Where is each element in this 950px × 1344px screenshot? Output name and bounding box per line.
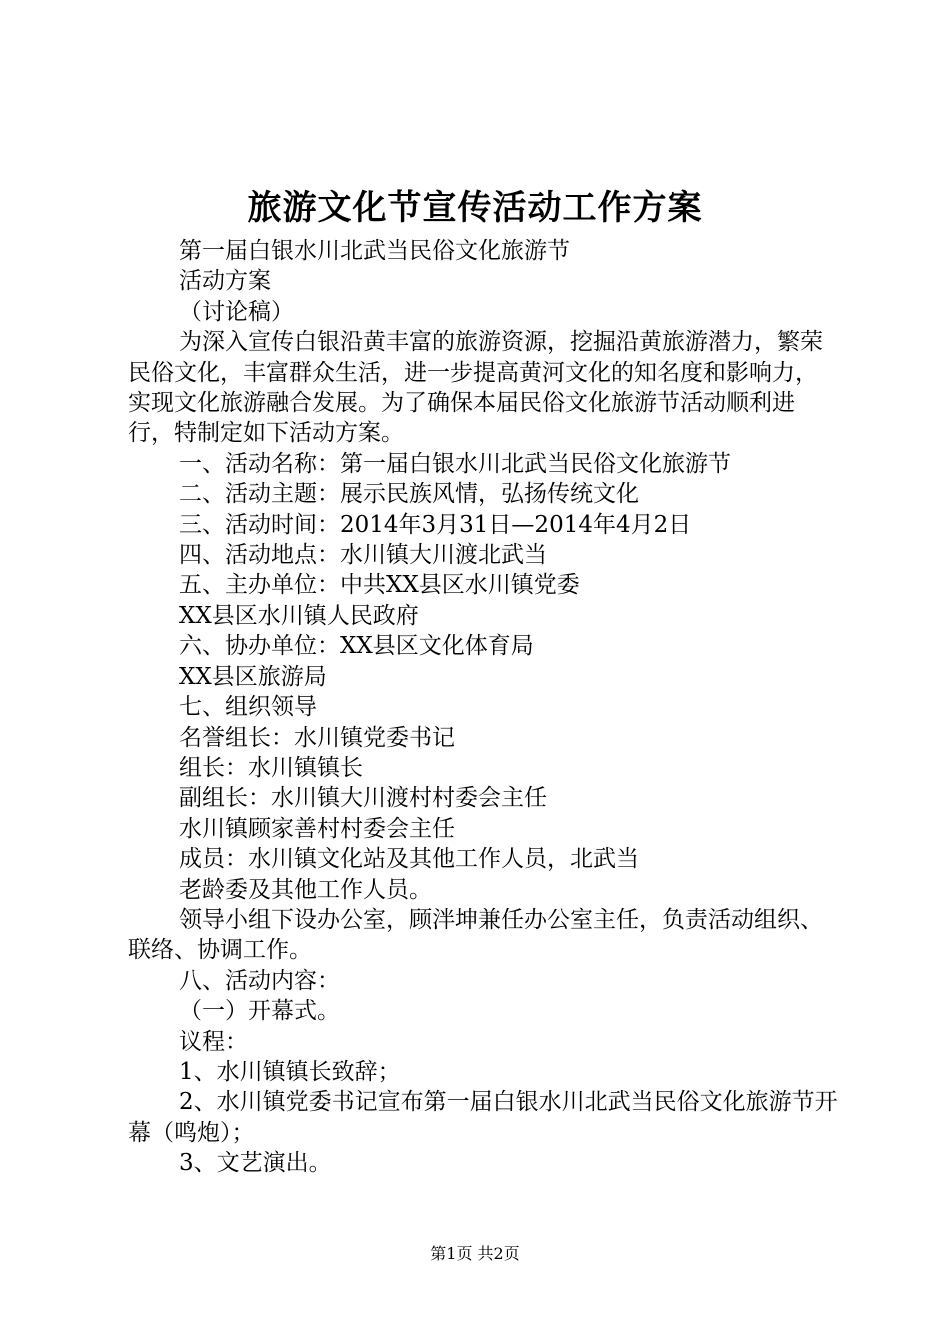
document-title: 旅游文化节宣传活动工作方案 [247,188,703,228]
document-body [128,236,838,1179]
page-footer: 第1页 共2页 [430,1244,520,1263]
paragraph: 3、文艺演出。 [179,1150,332,1177]
paragraph: 领导小组下设办公室，顾泮坤兼任办公室主任，负责活动组织、联络、协调工作。 [128,906,823,964]
paragraph: 组长：水川镇镇长 [179,754,363,781]
paragraph: 老龄委及其他工作人员。 [179,876,432,903]
paragraph: 六、协办单位：XX县区文化体育局 [179,633,534,660]
paragraph: 2、水川镇党委书记宣布第一届白银水川北武当民俗文化旅游节开幕（鸣炮）； [128,1089,838,1146]
paragraph: 四、活动地点：水川镇大川渡北武当 [179,542,547,569]
paragraph: 水川镇顾家善村村委会主任 [179,815,455,842]
paragraph: 成员：水川镇文化站及其他工作人员，北武当 [179,846,639,873]
paragraph: 副组长：水川镇大川渡村村委会主任 [179,785,547,812]
paragraph: 第一届白银水川北武当民俗文化旅游节 [179,238,570,264]
paragraph: 一、活动名称：第一届白银水川北武当民俗文化旅游节 [179,450,731,477]
paragraph: 名誉组长：水川镇党委书记 [179,724,455,751]
paragraph: 活动方案 [179,268,271,295]
paragraph: 为深入宣传白银沿黄丰富的旅游资源，挖掘沿黄旅游潜力，繁荣民俗文化，丰富群众生活，进一步提高黄河文化的知名度和影响力，实现文化旅游融合发展。为了确保本届民俗文化旅游节活动顺利进行，特制定如下活动方案。 [128,329,823,447]
paragraph: 八、活动内容： [179,967,340,994]
paragraph: 二、活动主题：展示民族风情，弘扬传统文化 [179,481,639,508]
paragraph: 三、活动时间：2014年3月31日—2014年4月2日 [179,511,692,538]
paragraph: XX县区旅游局 [179,663,327,690]
paragraph: XX县区水川镇人民政府 [179,602,419,629]
paragraph: 七、组织领导 [179,694,317,721]
paragraph: 议程： [179,1028,248,1055]
paragraph: 五、主办单位：中共XX县区水川镇党委 [179,572,580,599]
paragraph: （一）开幕式。 [179,998,340,1025]
paragraph: （讨论稿） [179,298,294,325]
paragraph: 1、水川镇镇长致辞； [179,1058,401,1085]
